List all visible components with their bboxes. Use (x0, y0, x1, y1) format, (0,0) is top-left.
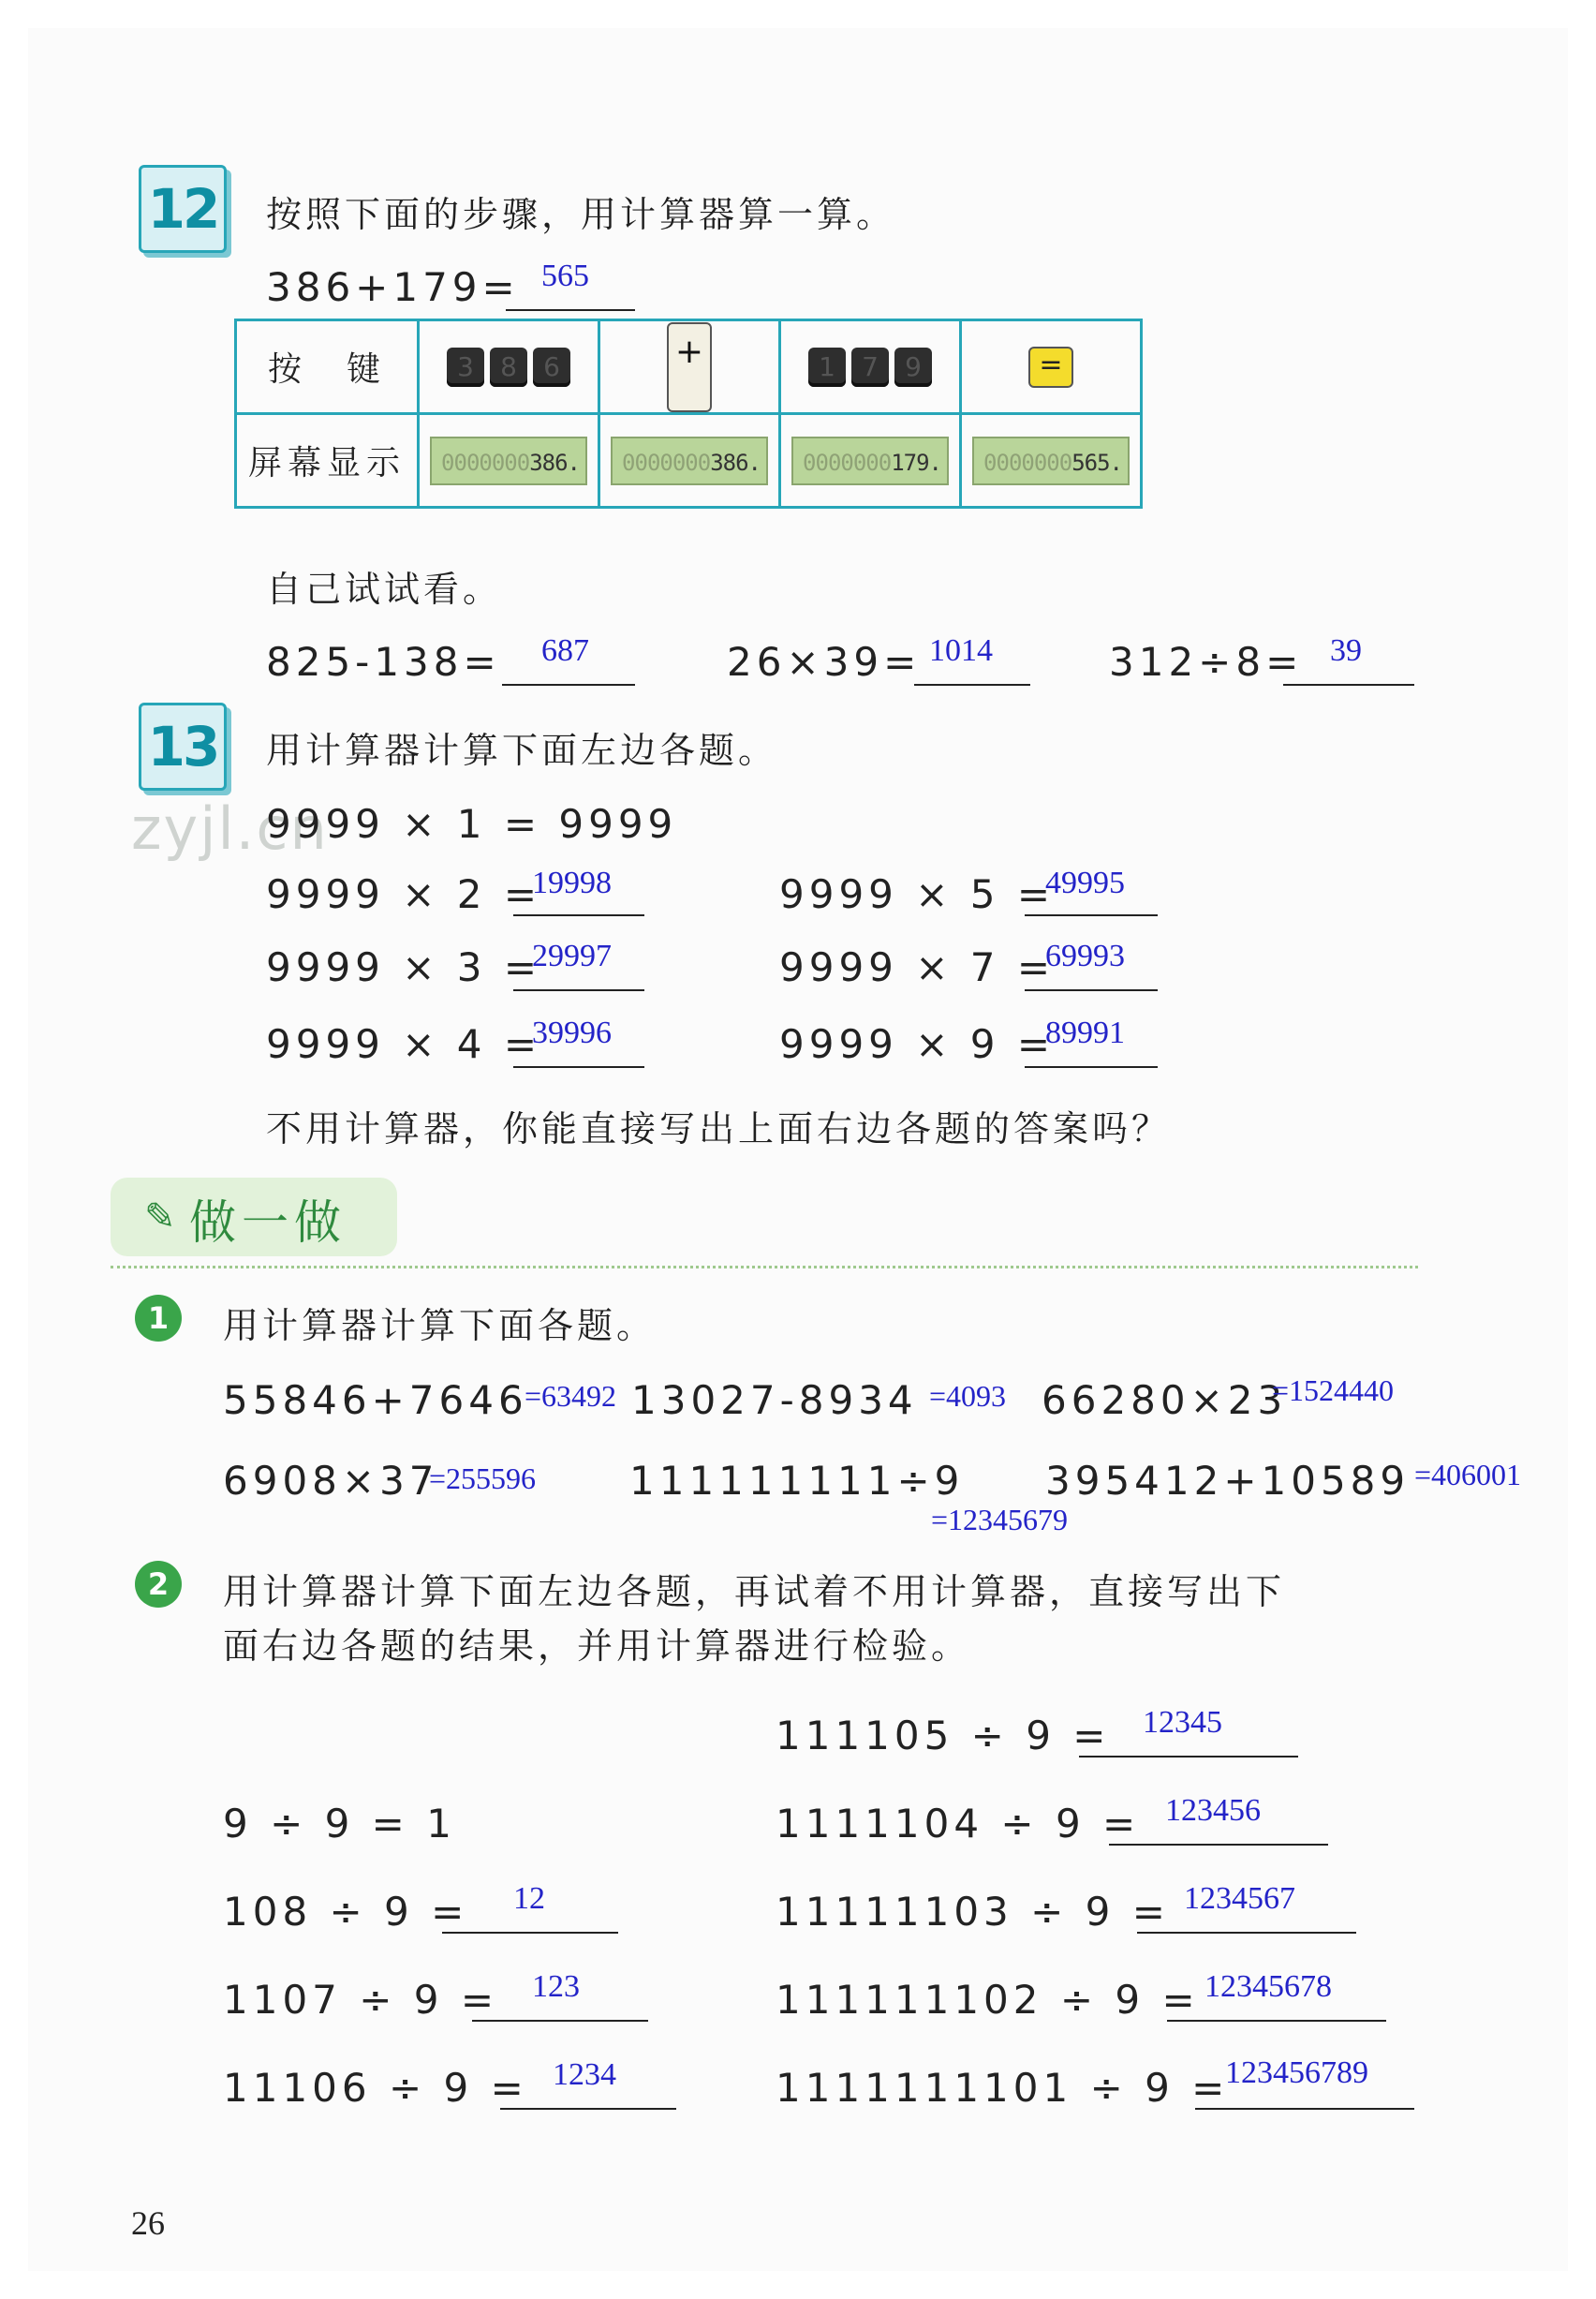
given-equation: 9999 × 1 = 9999 (266, 801, 678, 847)
keys-386 (419, 320, 599, 414)
try-equation: 26×39= (727, 639, 922, 685)
exercise-expression: 395412+10589 (1045, 1458, 1411, 1504)
right-equation: 1111104 ÷ 9 = (776, 1801, 1141, 1847)
row-header-keys: 按 键 (236, 320, 419, 414)
screen-cell (419, 414, 599, 508)
lcd-display (972, 437, 1130, 485)
answer-blank (1195, 2108, 1414, 2110)
try-yourself-text: 自己试试看。 (266, 569, 503, 610)
answer-blank (513, 1066, 644, 1068)
right-equation: 1111111101 ÷ 9 = (776, 2065, 1230, 2111)
answer-text: 39996 (532, 1016, 612, 1050)
right-equation: 11111103 ÷ 9 = (776, 1889, 1170, 1935)
answer-blank (1025, 914, 1158, 916)
problem-12-instruction: 按照下面的步骤，用计算器算一算。 (266, 194, 896, 235)
answer-text: =63492 (525, 1379, 617, 1413)
exercise-expression: 111111111÷9 (629, 1458, 965, 1504)
pencil-icon: ✎ (144, 1195, 176, 1238)
lcd-display (611, 437, 768, 485)
calculator-key: 1 (808, 348, 846, 387)
exercise-expression: 55846+7646 (223, 1377, 528, 1423)
right-equation: 111105 ÷ 9 = (776, 1713, 1111, 1758)
lcd-dim-digits: 0000000 (803, 449, 892, 476)
exercise-2-number: 2 (135, 1561, 182, 1608)
problem-12-example-equation: 386+179= (266, 264, 520, 310)
answer-text: 89991 (1045, 1016, 1125, 1050)
answer-text: 12345 (1143, 1705, 1222, 1740)
left-equation: 9999 × 4 = (266, 1021, 542, 1067)
given-equation: 9 ÷ 9 = 1 (223, 1801, 456, 1847)
calculator-key: 3 (447, 348, 484, 387)
answer-blank (1079, 1756, 1298, 1758)
lcd-value: 386. (529, 449, 580, 476)
try-equation: 312÷8= (1109, 639, 1304, 685)
lcd-dim-digits: 0000000 (441, 449, 530, 476)
answer-blank (442, 1932, 618, 1934)
problem-13-badge: 13 (139, 703, 227, 791)
screen-cell (599, 414, 780, 508)
calculator-key: 7 (851, 348, 889, 387)
lcd-dim-digits: 0000000 (622, 449, 711, 476)
exercise-1-instruction: 用计算器计算下面各题。 (223, 1305, 657, 1346)
answer-text: 1014 (929, 633, 993, 668)
right-equation: 9999 × 7 = (779, 944, 1056, 990)
lcd-value: 386. (710, 449, 761, 476)
answer-text: 687 (541, 633, 589, 668)
right-equation: 111111102 ÷ 9 = (776, 1977, 1200, 2023)
answer-text: =255596 (429, 1461, 537, 1495)
lcd-value: 179. (891, 449, 941, 476)
try-equation: 825-138= (266, 639, 501, 685)
screen-cell (961, 414, 1142, 508)
page-number: 26 (131, 2204, 165, 2242)
answer-text: 1234 (553, 2057, 616, 2092)
keys-179 (780, 320, 961, 414)
exercise-1-number: 1 (135, 1295, 182, 1342)
section-title: 做一做 (189, 1195, 347, 1250)
answer-blank (502, 684, 635, 686)
left-equation: 9999 × 3 = (266, 944, 542, 990)
exercise-expression: 13027-8934 (631, 1377, 918, 1423)
answer-blank (1167, 2020, 1386, 2022)
screen-cell (780, 414, 961, 508)
calculator-key: 9 (894, 348, 932, 387)
answer-blank (500, 2108, 676, 2110)
answer-text: 123 (532, 1969, 580, 2004)
answer-text: 69993 (1045, 939, 1125, 973)
answer-text: 123456789 (1225, 2055, 1368, 2090)
lcd-display (791, 437, 949, 485)
exercise-2-instruction-line2: 面右边各题的结果，并用计算器进行检验。 (223, 1625, 971, 1667)
lcd-display (430, 437, 587, 485)
watermark: zyjl.cn (131, 794, 329, 863)
answer-text: 29997 (532, 939, 612, 973)
exercise-2-instruction-line1: 用计算器计算下面左边各题，再试着不用计算器，直接写出下 (223, 1571, 1286, 1612)
answer-blank (1025, 1066, 1158, 1068)
answer-blank (506, 309, 635, 311)
exercise-expression: 66280×23 (1042, 1377, 1288, 1423)
right-equation: 9999 × 5 = (779, 871, 1056, 917)
problem-13-question: 不用计算器，你能直接写出上面右边各题的答案吗？ (266, 1108, 1172, 1150)
lcd-value: 565. (1071, 449, 1122, 476)
answer-blank (472, 2020, 648, 2022)
answer-blank (914, 684, 1030, 686)
problem-12-badge: 12 (139, 165, 227, 253)
left-equation: 108 ÷ 9 = (223, 1889, 469, 1935)
answer-blank (1137, 1932, 1356, 1934)
problem-13-instruction: 用计算器计算下面左边各题。 (266, 730, 778, 771)
answer-text: 49995 (1045, 866, 1125, 900)
calculator-steps-table (234, 319, 1143, 509)
answer-text: 39 (1330, 633, 1362, 668)
equal-key: = (1028, 347, 1073, 388)
answer-text: 12 (513, 1881, 545, 1916)
answer-text: =4093 (929, 1379, 1007, 1413)
left-equation: 1107 ÷ 9 = (223, 1977, 499, 2023)
answer-blank (1025, 989, 1158, 991)
exercise-expression: 6908×37 (223, 1458, 439, 1504)
answer-text: 12345678 (1204, 1969, 1332, 2004)
answer-text: =1524440 (1272, 1373, 1395, 1407)
answer-blank (513, 989, 644, 991)
lcd-dim-digits: 0000000 (983, 449, 1072, 476)
section-divider (111, 1266, 1418, 1268)
answer-text: =12345679 (931, 1503, 1069, 1536)
answer-blank (1109, 1844, 1328, 1846)
left-equation: 11106 ÷ 9 = (223, 2065, 528, 2111)
answer-text: 565 (541, 259, 589, 293)
answer-text: =406001 (1414, 1458, 1522, 1491)
right-equation: 9999 × 9 = (779, 1021, 1056, 1067)
answer-blank (1283, 684, 1414, 686)
row-header-screen: 屏幕显示 (236, 414, 419, 508)
calculator-key: 6 (533, 348, 570, 387)
answer-text: 123456 (1165, 1793, 1261, 1828)
keys-plus (599, 320, 780, 414)
plus-key: + (667, 322, 712, 412)
answer-text: 19998 (532, 866, 612, 900)
answer-text: 1234567 (1184, 1881, 1295, 1916)
answer-blank (513, 914, 644, 916)
left-equation: 9999 × 2 = (266, 871, 542, 917)
calculator-key: 8 (490, 348, 527, 387)
keys-equal (961, 320, 1142, 414)
